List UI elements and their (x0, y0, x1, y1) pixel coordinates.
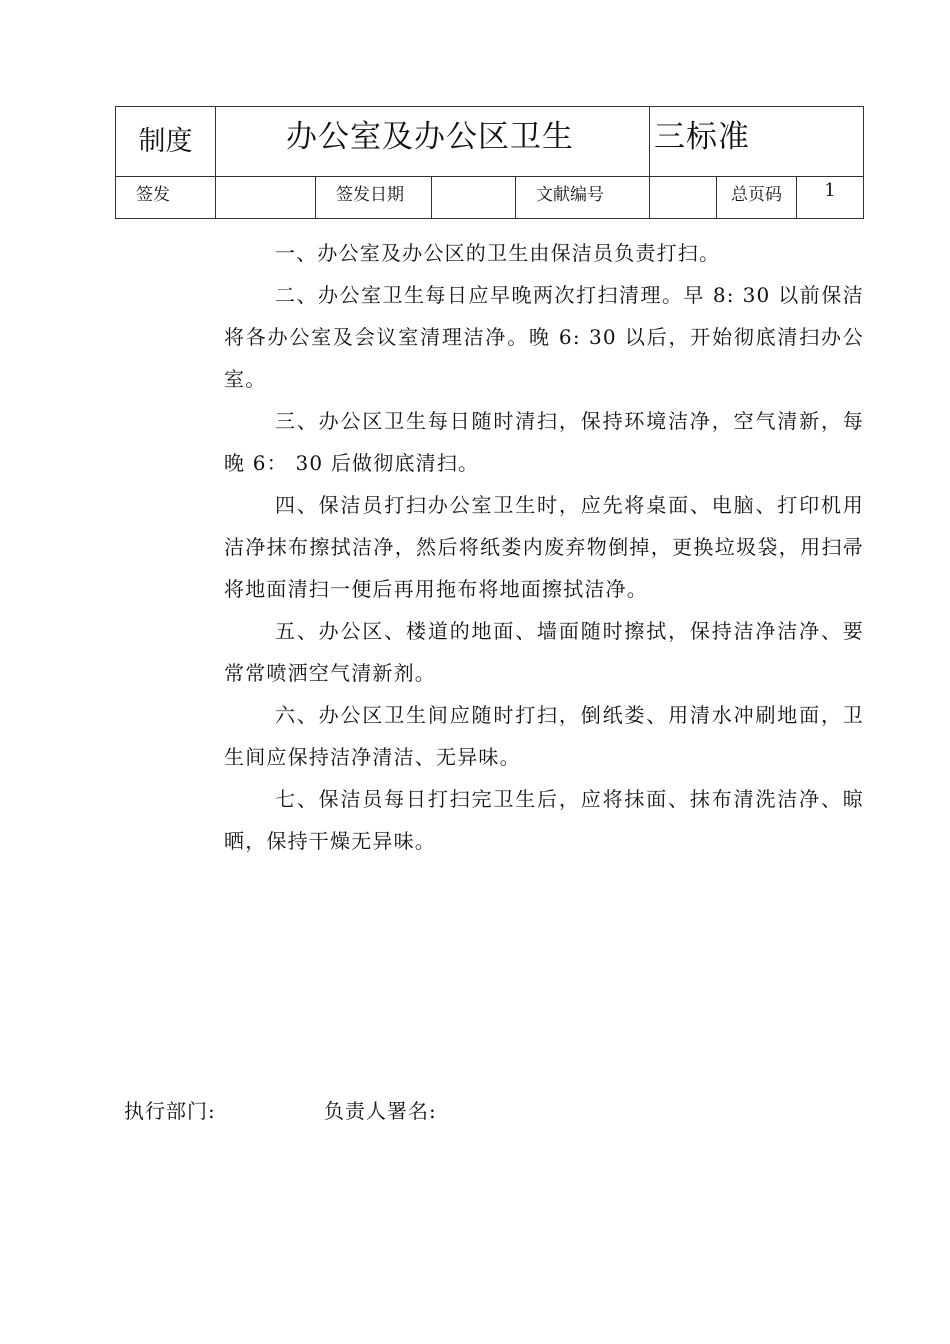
paragraph-2: 二、办公室卫生每日应早晚两次打扫清理。早 8: 30 以前保洁将各办公室及会议室清理洁净。晚 6: 30 以后，开始彻底清扫办公室。 (224, 283, 864, 391)
paragraph-3: 三、办公区卫生每日随时清扫，保持环境洁净，空气清新，每晚 6： 30 后做彻底清扫。 (224, 409, 864, 475)
doc-number-value (650, 177, 717, 219)
total-pages-value: 1 (797, 177, 864, 219)
responsible-signature-label: 负责人署名: (324, 1099, 437, 1123)
total-pages-label: 总页码 (717, 177, 797, 219)
issue-date-label: 签发日期 (316, 177, 432, 219)
document-title: 办公室及办公区卫生 (216, 107, 650, 177)
paragraph-6: 六、办公区卫生间应随时打扫，倒纸娄、用清水冲刷地面，卫生间应保持洁净清洁、无异味。 (224, 703, 864, 769)
document-header-table (115, 106, 864, 219)
issuer-label: 签发 (116, 177, 216, 219)
paragraph-4: 四、保洁员打扫办公室卫生时，应先将桌面、电脑、打印机用洁净抹布擦拭洁净，然后将纸娄内废弃物倒掉，更换垃圾袋，用扫帚将地面清扫一便后再用拖布将地面擦拭洁净。 (224, 493, 864, 601)
doc-number-label: 文献编号 (516, 177, 650, 219)
paragraph-5: 五、办公区、楼道的地面、墙面随时擦拭，保持洁净洁净、要常常喷洒空气清新剂。 (224, 619, 864, 685)
document-title-suffix: 三标准 (650, 107, 864, 177)
category-label: 制度 (116, 107, 216, 177)
document-body (224, 232, 864, 862)
issue-date-value (432, 177, 516, 219)
issuer-value (216, 177, 316, 219)
executing-department-label: 执行部门: (124, 1099, 216, 1123)
paragraph-1: 一、办公室及办公区的卫生由保洁员负责打扫。 (275, 241, 721, 265)
paragraph-7: 七、保洁员每日打扫完卫生后，应将抹面、抹布清洗洁净、晾晒，保持干燥无异味。 (224, 787, 864, 853)
